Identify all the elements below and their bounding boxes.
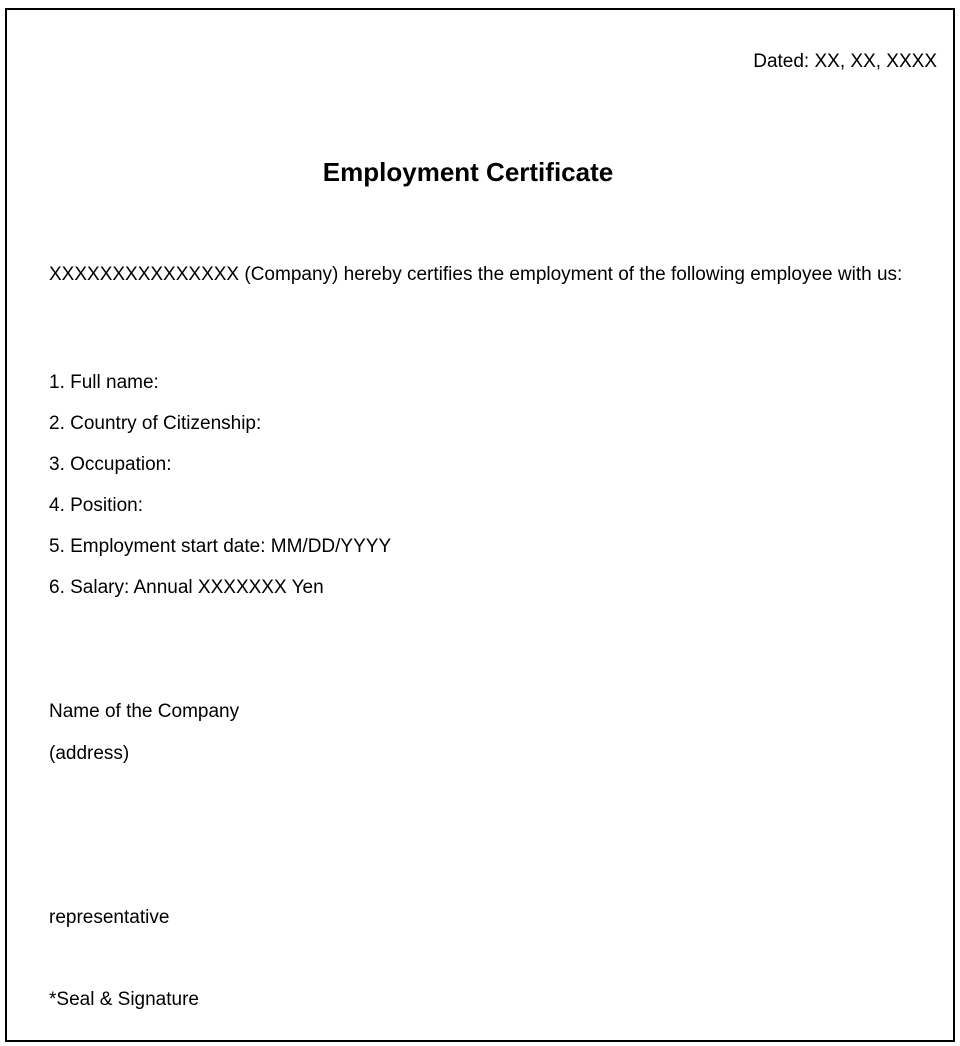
representative-label: representative <box>49 907 170 928</box>
intro-paragraph: XXXXXXXXXXXXXXX (Company) hereby certifies the employment of the following employee with us: <box>49 264 903 285</box>
field-position: 4. Position: <box>49 495 143 516</box>
field-country-of-citizenship: 2. Country of Citizenship: <box>49 413 262 434</box>
certificate-page <box>5 8 955 1042</box>
company-address: (address) <box>49 743 130 764</box>
dated-line: Dated: XX, XX, XXXX <box>753 51 937 72</box>
document-title: Employment Certificate <box>322 157 614 187</box>
seal-signature-label: *Seal & Signature <box>49 989 199 1010</box>
field-employment-start-date: 5. Employment start date: MM/DD/YYYY <box>49 536 392 557</box>
field-occupation: 3. Occupation: <box>49 454 172 475</box>
field-full-name: 1. Full name: <box>49 372 159 393</box>
employee-fields-list <box>49 372 391 618</box>
field-salary: 6. Salary: Annual XXXXXXX Yen <box>49 577 324 598</box>
company-name: Name of the Company <box>49 701 240 722</box>
